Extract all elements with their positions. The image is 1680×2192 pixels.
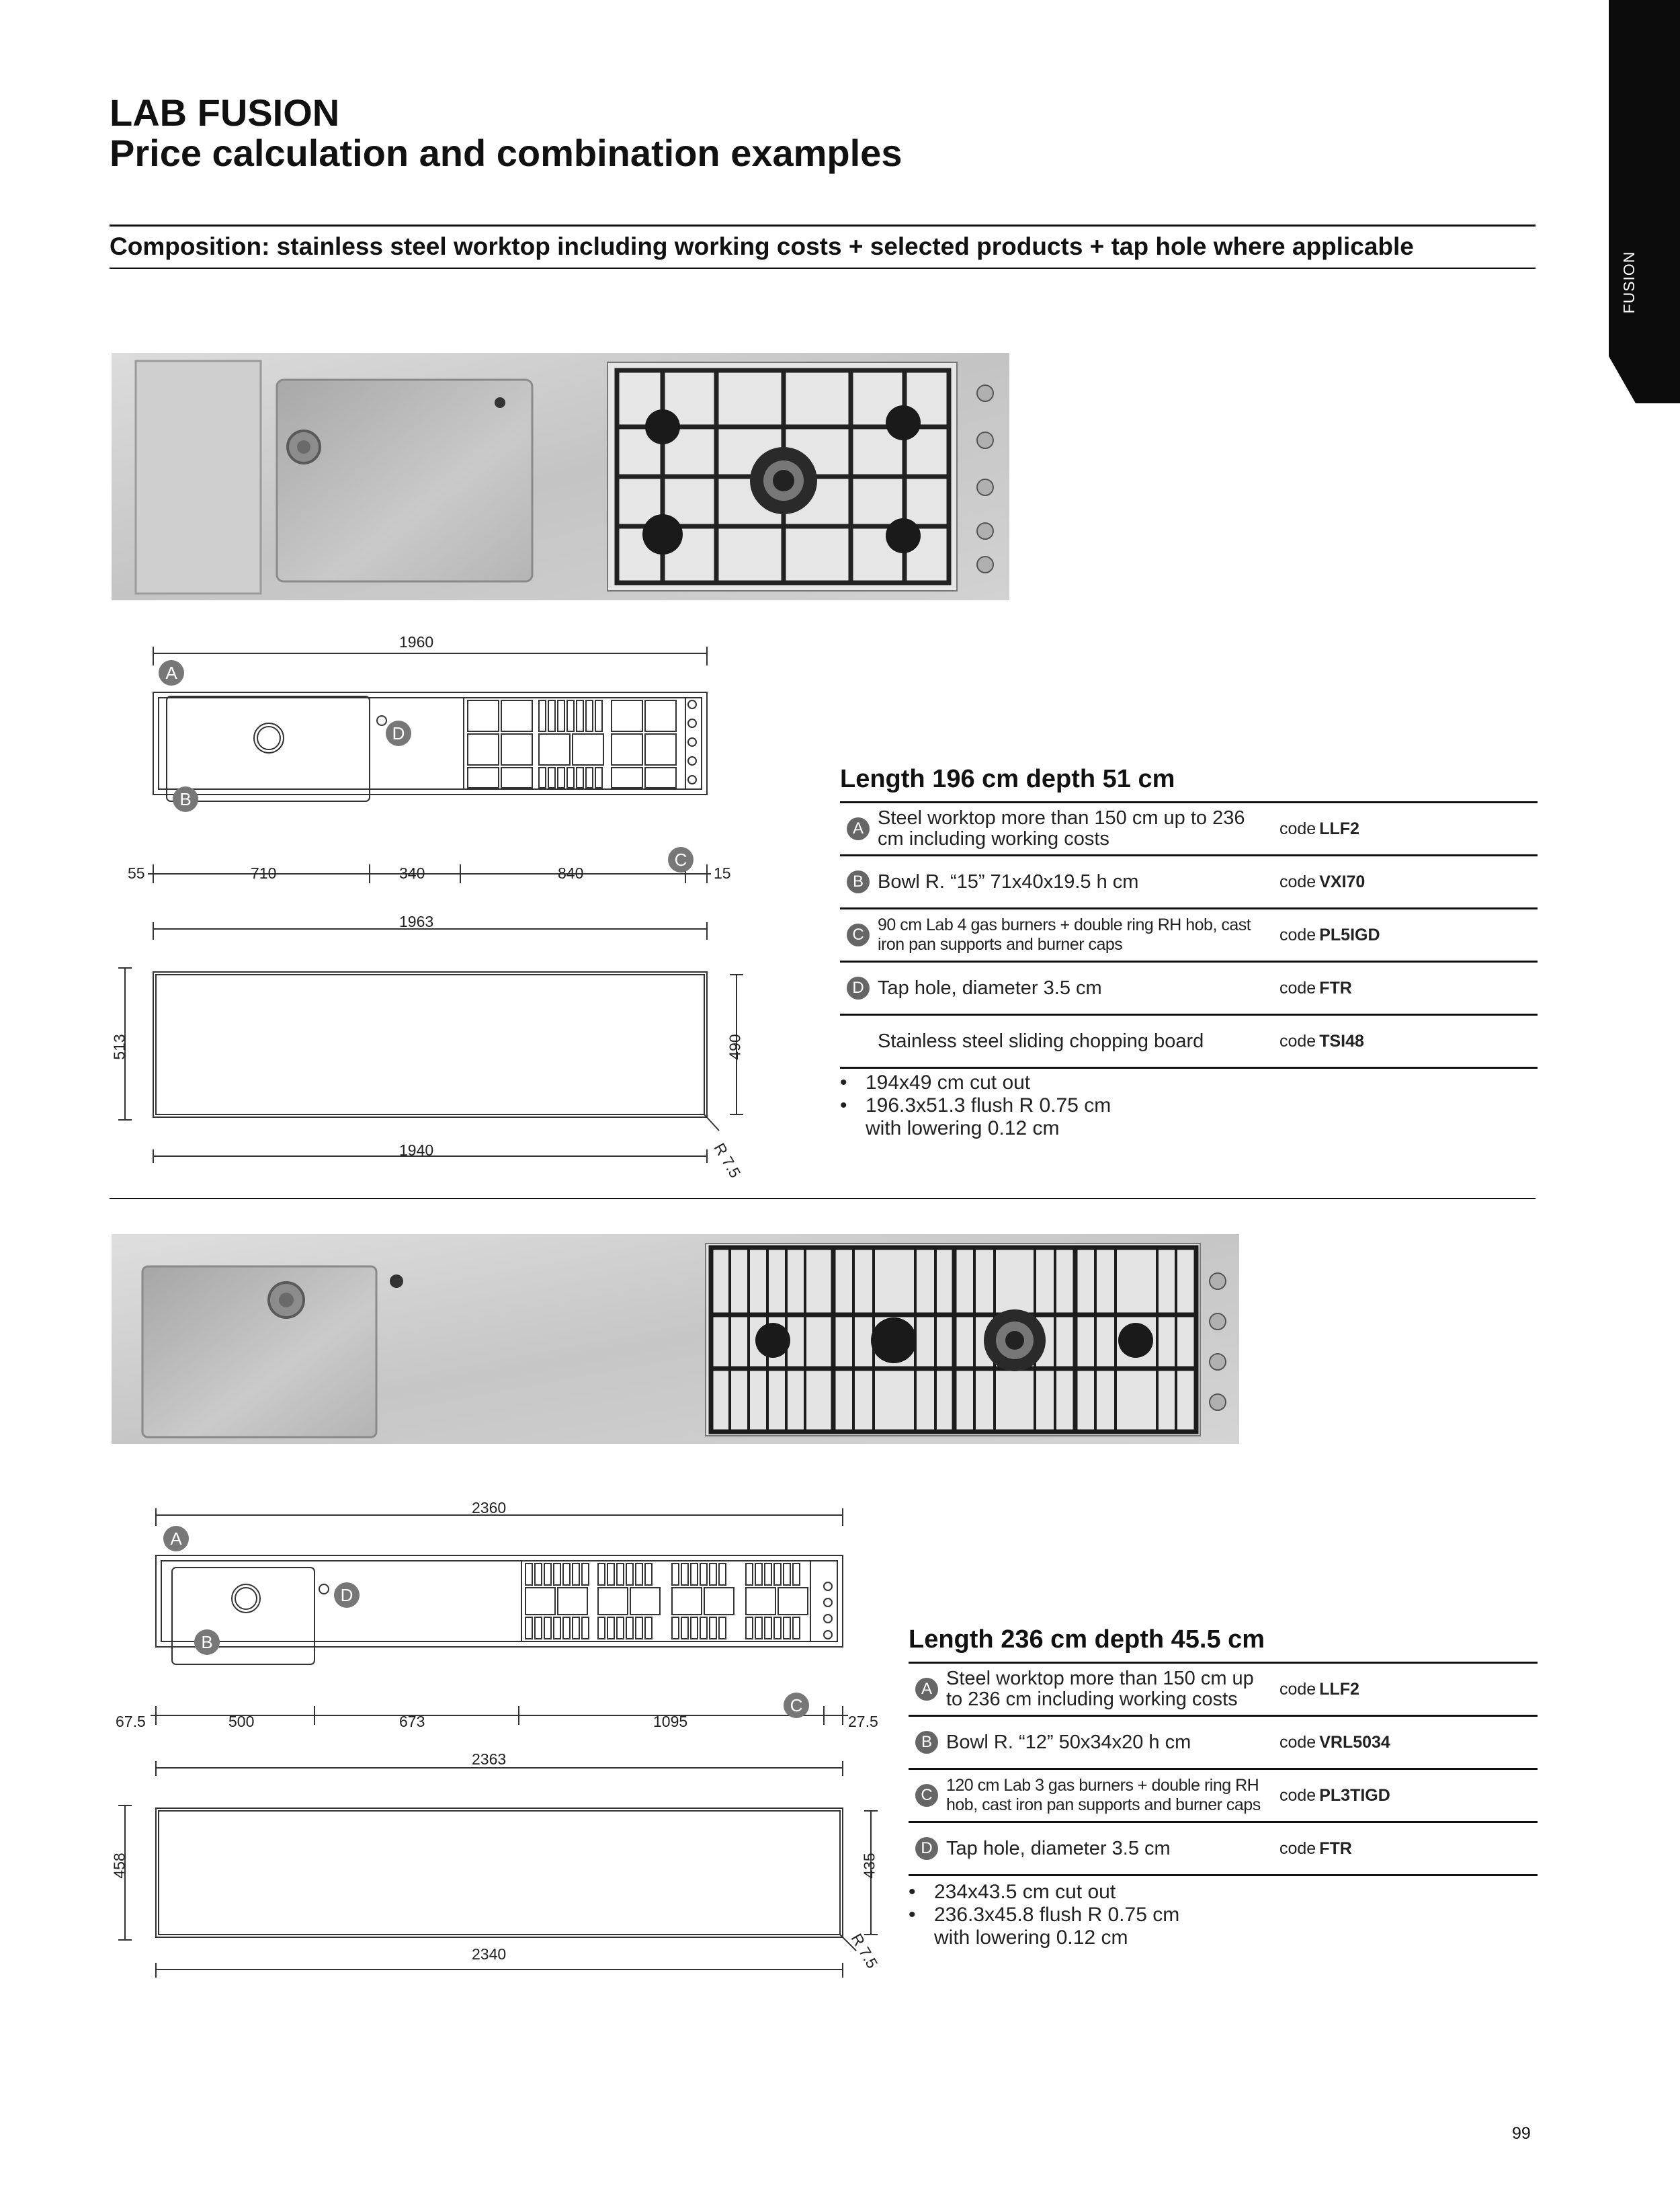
spec-title-1: Length 196 cm depth 51 cm xyxy=(840,765,1175,793)
title-line-2: Price calculation and combination examples xyxy=(110,132,902,174)
note-item: • 234x43.5 cm cut out xyxy=(909,1881,1179,1904)
diagram-label-c-2: C xyxy=(784,1693,809,1718)
spec-badge: B xyxy=(847,870,870,893)
rule-mid xyxy=(110,1198,1536,1199)
spec-badge: B xyxy=(915,1731,938,1754)
dim-seg-2-2: 673 xyxy=(399,1713,425,1730)
dim-overall-2: 2360 xyxy=(472,1499,507,1516)
spec-desc: Tap hole, diameter 3.5 cm xyxy=(878,977,1102,999)
page-number: 99 xyxy=(1512,2124,1531,2143)
spec-badge: C xyxy=(847,924,870,946)
spec-row xyxy=(909,1664,1538,1717)
dim-seg-2-3: 1095 xyxy=(653,1713,688,1730)
rule-top xyxy=(110,225,1536,227)
dim-cutout-top-2: 2363 xyxy=(472,1750,507,1768)
spec-code: code LLF2 xyxy=(1279,819,1359,838)
spec-badge: A xyxy=(915,1678,938,1701)
diagram-label-a-2: A xyxy=(163,1526,189,1551)
dim-seg-2-1: 500 xyxy=(228,1713,255,1730)
diagram-label-c-1: C xyxy=(668,847,694,872)
spec-badge: C xyxy=(915,1784,938,1807)
spec-code: code LLF2 xyxy=(1279,1679,1359,1699)
spec-code: code PL3TIGD xyxy=(1279,1785,1390,1805)
spec-title-2: Length 236 cm depth 45.5 cm xyxy=(909,1625,1265,1654)
dim-seg-1-3: 840 xyxy=(558,864,584,882)
dim-radius-1: R 7.5 xyxy=(710,1140,745,1181)
spec-notes-1 xyxy=(840,1071,1111,1140)
spec-desc: 90 cm Lab 4 gas burners + double ring RH hob, cast iron pan supports and burner caps xyxy=(878,916,1251,954)
spec-desc: Tap hole, diameter 3.5 cm xyxy=(946,1837,1171,1859)
rule-sub xyxy=(110,268,1536,269)
plan-drawing-2 xyxy=(101,1499,880,1983)
diagram-label-d-2: D xyxy=(334,1582,360,1608)
spec-desc: Bowl R. “15” 71x40x19.5 h cm xyxy=(878,870,1139,893)
dim-seg-2-4: 27.5 xyxy=(848,1713,878,1730)
spec-row xyxy=(909,1717,1538,1770)
spec-code: code PL5IGD xyxy=(1279,925,1380,944)
diagram-label-b-1: B xyxy=(173,786,198,812)
spec-code: code TSI48 xyxy=(1279,1031,1364,1051)
spec-row xyxy=(840,1016,1538,1069)
title-line-1: LAB FUSION xyxy=(110,91,340,134)
spec-row xyxy=(840,963,1538,1016)
dim-depth-inner-1: 490 xyxy=(726,1034,744,1060)
dim-radius-2: R 7.5 xyxy=(847,1931,882,1972)
spec-row xyxy=(840,856,1538,909)
dim-depth-outer-1: 513 xyxy=(110,1034,128,1060)
spec-notes-2 xyxy=(909,1881,1179,1949)
spec-row xyxy=(840,803,1538,856)
note-item: with lowering 0.12 cm xyxy=(866,1117,1060,1139)
composition-subheading: Composition: stainless steel worktop including working costs + selected products + tap hole where applicable xyxy=(110,233,1414,260)
dim-depth-outer-2: 458 xyxy=(110,1853,128,1879)
dim-cutout-top-1: 1963 xyxy=(399,913,434,930)
spec-row xyxy=(909,1823,1538,1876)
spec-desc: 120 cm Lab 3 gas burners + double ring RH hob, cast iron pan supports and burner caps xyxy=(946,1776,1261,1814)
spec-desc: Steel worktop more than 150 cm up to 236 cm including working costs xyxy=(946,1668,1254,1710)
diagram-label-b-2: B xyxy=(194,1629,220,1655)
note-item: • 194x49 cm cut out xyxy=(840,1071,1111,1094)
diagram-label-a-1: A xyxy=(159,660,184,686)
spec-table-2 xyxy=(909,1662,1538,1876)
product-photo-1 xyxy=(112,353,1009,600)
spec-table-1 xyxy=(840,801,1538,1069)
dim-seg-2-0: 67.5 xyxy=(116,1713,146,1730)
dim-cutout-bottom-2: 2340 xyxy=(472,1945,507,1963)
spec-code: code VXI70 xyxy=(1279,872,1366,891)
spec-badge: D xyxy=(847,977,870,1000)
spec-badge: D xyxy=(915,1837,938,1860)
spec-code: code FTR xyxy=(1279,978,1352,998)
dim-seg-1-2: 340 xyxy=(399,864,425,882)
dim-seg-1-4: 15 xyxy=(714,864,731,882)
spec-desc: Steel worktop more than 150 cm up to 236 cm including working costs xyxy=(878,807,1245,850)
side-tab xyxy=(1609,0,1680,403)
dim-seg-1-0: 55 xyxy=(128,864,145,882)
dim-cutout-bottom-1: 1940 xyxy=(399,1141,434,1159)
note-item: with lowering 0.12 cm xyxy=(934,1926,1128,1949)
product-photo-2 xyxy=(112,1234,1239,1444)
spec-row xyxy=(909,1770,1538,1823)
side-tab-label: FUSION xyxy=(1620,251,1638,314)
note-item: • 236.3x45.8 flush R 0.75 cm xyxy=(909,1904,1179,1926)
diagram-label-d-1: D xyxy=(386,721,411,746)
plan-drawing-1 xyxy=(101,625,773,1183)
spec-badge: A xyxy=(847,817,870,840)
page-title xyxy=(110,93,902,173)
note-item: • 196.3x51.3 flush R 0.75 cm xyxy=(840,1094,1111,1117)
spec-code: code VRL5034 xyxy=(1279,1732,1390,1752)
spec-code: code FTR xyxy=(1279,1838,1352,1858)
dim-overall-1: 1960 xyxy=(399,633,434,651)
spec-desc: Stainless steel sliding chopping board xyxy=(878,1030,1204,1052)
dim-seg-1-1: 710 xyxy=(251,864,277,882)
spec-row xyxy=(840,909,1538,963)
spec-desc: Bowl R. “12” 50x34x20 h cm xyxy=(946,1731,1191,1753)
dim-depth-inner-2: 435 xyxy=(860,1853,878,1879)
